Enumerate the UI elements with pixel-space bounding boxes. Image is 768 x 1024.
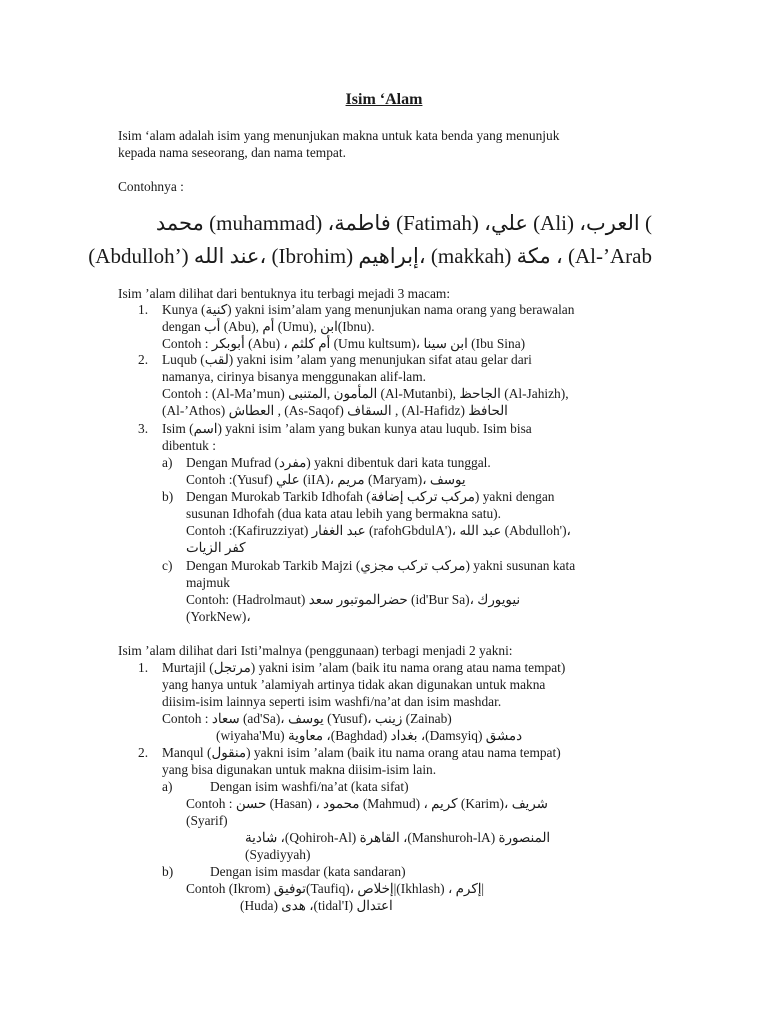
idhofah-example-1: Contoh :(Kafiruzziyat) عبد الغفار (rafohGbdulA')، عبد الله (Abdulloh')، (186, 523, 571, 538)
majzi-line-2: majmuk (186, 575, 230, 590)
list-number-3: 3. (138, 421, 149, 436)
murtajil-line-1: Murtajil (مرتجل) yakni isim ’alam (baik itu nama orang atau nama tempat) (162, 660, 566, 675)
washfi-example-1: Contoh : حسن (Hasan) ، محمود (Mahmud) ، كريم (Karim)، شريف (186, 796, 548, 811)
mufrad-example: Contoh :(Yusuf) علي (iIA)، مريم (Maryam)، يوسف (186, 472, 466, 487)
mufrad-line-1: Dengan Mufrad (مفرد) yakni dibentuk dari kata tunggal. (186, 455, 491, 470)
examples-line-2: (Abdulloh’) عند الله، (Ibrohim) إبراهيم، (makkah) مكة ، (Al-’Arab (88, 244, 652, 268)
section1-heading: Isim ’alam dilihat dari bentuknya itu terbagi mejadi 3 macam: (118, 286, 451, 301)
intro-line-1: Isim ‘alam adalah isim yang menunjukan makna untuk kata benda yang menunjuk (118, 128, 560, 143)
examples-line-1: ) العرب، (Ali) علي، (Fatimah) فاطمة، (muhammad) محمد (155, 211, 652, 235)
manqul-line-1: Manqul (منقول) yakni isim ’alam (baik itu nama orang atau nama tempat) (162, 745, 561, 760)
sublist2-letter-b: b) (162, 864, 174, 879)
luqub-example-2: الحافظ (Al-Hafidz) , السقاف (As-Saqof) , العطاش (Al-’Athos) (162, 403, 508, 418)
list-number-murtajil: 1. (138, 660, 149, 675)
murtajil-example-2: دمشق (Damsyiq)، بغداد (Baghdad)، معاوية (wiyaha'Mu) (216, 728, 523, 743)
kunya-line-2: dengan أب (Abu), أم (Umu), ابن(Ibnu). (162, 319, 375, 334)
majzi-example-2: (YorkNew)، (186, 609, 251, 624)
luqub-line-1: Luqub (لقب) yakni isim ’alam yang menunjukan sifat atau gelar dari (162, 352, 532, 367)
washfi-example-3: المنصورة (Manshuroh-lA)، القاهرة (Qohiroh-Al)، شادية (245, 830, 551, 845)
masdar-example-2: اعتدال (tidal'I)، هدى (Huda) (240, 898, 393, 913)
murtajil-line-3: diisim-isim lainnya seperti isim washfi/na’at dan isim mashdar. (162, 694, 502, 709)
contohnya-label: Contohnya : (118, 179, 184, 194)
page-title: Isim ‘Alam (345, 91, 423, 108)
sublist-letter-a: a) (162, 455, 173, 470)
washfi-line-1: Dengan isim washfi/na’at (kata sifat) (210, 779, 409, 794)
idhofah-line-1: Dengan Murokab Tarkib Idhofah (مركب تركب إضافة) yakni dengan (186, 489, 555, 504)
majzi-line-1: Dengan Murokab Tarkib Majzi (مركب تركب مجزي) yakni susunan kata (186, 558, 576, 573)
sublist2-letter-a: a) (162, 779, 173, 794)
idhofah-example-2: كفر الزيات (186, 540, 246, 555)
section2-heading: Isim ’alam dilihat dari Isti’malnya (penggunaan) terbagi menjadi 2 yakni: (118, 643, 513, 658)
washfi-example-4: (Syadiyyah) (245, 847, 311, 862)
majzi-example-1: Contoh: (Hadrolmaut) حضرالموتبور سعد (id'Bur Sa)، نيويورك (186, 592, 521, 607)
list-number-1: 1. (138, 302, 149, 317)
idhofah-line-2: susunan Idhofah (dua kata atau lebih yang bermakna satu). (186, 506, 501, 521)
manqul-line-2: yang bisa digunakan untuk makna diisim-isim lain. (162, 762, 437, 777)
intro-line-2: kepada nama seseorang, dan nama tempat. (118, 145, 346, 160)
kunya-line-1: Kunya (كنية) yakni isim’alam yang menunjukan nama orang yang berawalan (162, 302, 575, 317)
murtajil-line-2: yang hanya untuk ’alamiyah artinya tidak akan digunakan untuk makna (162, 677, 546, 692)
masdar-line-1: Dengan isim masdar (kata sandaran) (210, 864, 406, 879)
sublist-letter-c: c) (162, 558, 173, 573)
luqub-line-2: namanya, cirinya bisanya menggunakan alif-lam. (162, 369, 426, 384)
kunya-example: Contoh : أبوبكر (Abu) ، أم كلثم (Umu kultsum)، ابن سينا (Ibu Sina) (162, 336, 526, 351)
isim-line-1: Isim (اسم) yakni isim ’alam yang bukan kunya atau luqub. Isim bisa (162, 421, 532, 436)
sublist-letter-b: b) (162, 489, 174, 504)
washfi-example-2: (Syarif) (186, 813, 228, 828)
masdar-example-1: Contoh (Ikrom) توفيق(Taufiq)، إخلاص|(Ikhlash) ، إكرم| (186, 881, 485, 896)
luqub-example-1: Contoh : (Al-Ma’mun) المأمون ,المتنبى (Al-Mutanbi), الجاحظ (Al-Jahizh), (162, 386, 569, 401)
list-number-manqul: 2. (138, 745, 149, 760)
isim-line-2: dibentuk : (162, 438, 216, 453)
murtajil-example-1: Contoh : سعاد (ad'Sa)، يوسف (Yusuf)، زينب (Zainab) (162, 711, 452, 726)
list-number-2: 2. (138, 352, 149, 367)
